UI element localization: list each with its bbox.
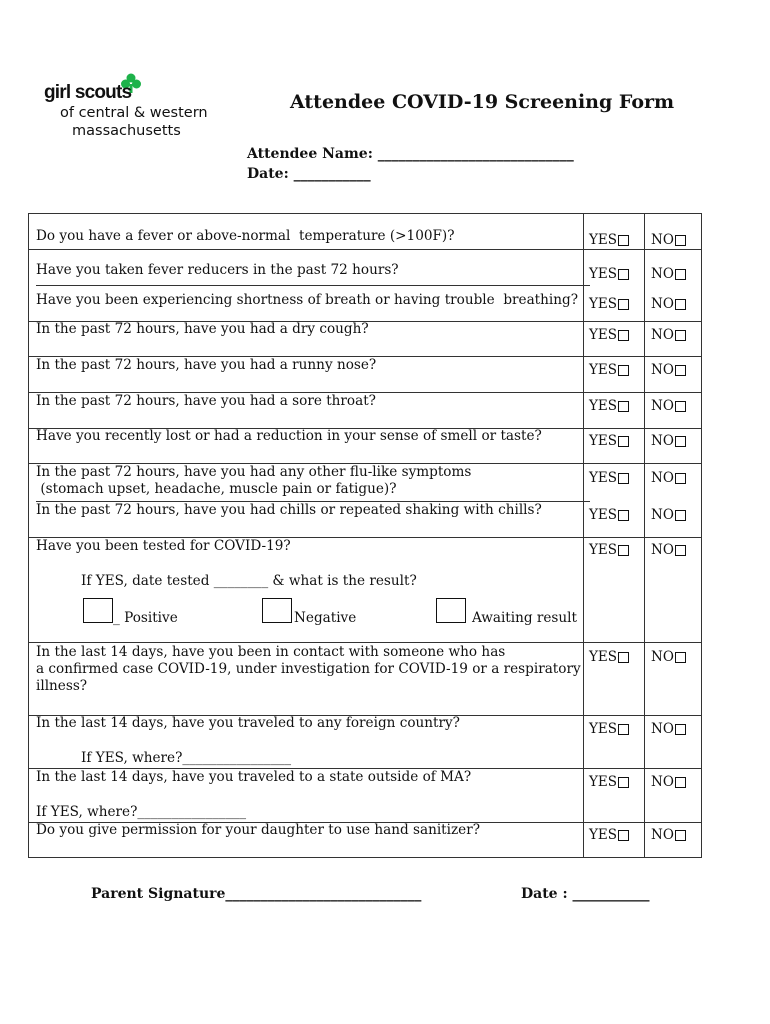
question-text: In the past 72 hours, have you had a sore throat? [36,393,376,409]
yes-option[interactable]: YES [589,362,629,378]
row-divider [29,249,701,250]
question-text: Have you been experiencing shortness of breath or having trouble breathing? [36,292,578,308]
yes-option[interactable]: YES [589,649,629,665]
yes-option[interactable]: YES [589,507,629,523]
no-option[interactable]: NO [651,721,686,737]
no-option[interactable]: NO [651,327,686,343]
yes-checkbox[interactable] [618,510,629,521]
question-text: In the last 14 days, have you traveled to a state outside of MA? [36,769,472,785]
yes-option[interactable]: YES [589,721,629,737]
no-option[interactable]: NO [651,232,686,248]
column-divider [644,214,645,857]
yes-option[interactable]: YES [589,433,629,449]
no-option[interactable]: NO [651,470,686,486]
yes-checkbox[interactable] [618,777,629,788]
question-text: In the last 14 days, have you been in contact with someone who has a confirmed case COVID-19, under investigation for COVID-19 or a respiratory illness? [36,644,581,694]
state-where[interactable]: If YES, where?________________ [36,804,247,820]
question-text: Do you have a fever or above-normal temperature (>100F)? [36,228,455,244]
logo-brand: girl scouts [44,82,132,103]
question-text: Have you recently lost or had a reduction in your sense of smell or taste? [36,428,542,444]
parent-signature-field[interactable]: Parent Signature____________________________ [91,886,422,902]
question-text: Have you taken fever reducers in the past 72 hours? [36,262,399,278]
question-text: Do you give permission for your daughter to use hand sanitizer? [36,822,480,838]
yes-option[interactable]: YES [589,470,629,486]
awaiting-result-checkbox[interactable] [436,598,466,623]
positive-checkbox[interactable] [83,598,113,623]
no-option[interactable]: NO [651,542,686,558]
yes-option[interactable]: YES [589,827,629,843]
no-option[interactable]: NO [651,398,686,414]
question-text: In the past 72 hours, have you had chills or repeated shaking with chills? [36,502,542,518]
attendee-name-field[interactable]: Attendee Name: ____________________________ [247,146,574,162]
row-divider [29,642,701,643]
yes-checkbox[interactable] [618,436,629,447]
yes-option[interactable]: YES [589,542,629,558]
yes-checkbox[interactable] [618,830,629,841]
yes-checkbox[interactable] [618,269,629,280]
question-text: Have you been tested for COVID-19? [36,538,291,554]
awaiting-result-label: Awaiting result [472,610,577,626]
no-checkbox[interactable] [675,401,686,412]
no-option[interactable]: NO [651,296,686,312]
no-checkbox[interactable] [675,545,686,556]
no-checkbox[interactable] [675,724,686,735]
yes-checkbox[interactable] [618,724,629,735]
no-checkbox[interactable] [675,830,686,841]
yes-option[interactable]: YES [589,398,629,414]
yes-checkbox[interactable] [618,401,629,412]
date-field[interactable]: Date: ___________ [247,166,371,182]
no-option[interactable]: NO [651,507,686,523]
question-text: In the past 72 hours, have you had any other flu-like symptoms (stomach upset, headache, muscle pain or fatigue)? [36,464,472,497]
no-checkbox[interactable] [675,436,686,447]
yes-option[interactable]: YES [589,327,629,343]
no-option[interactable]: NO [651,827,686,843]
no-checkbox[interactable] [675,365,686,376]
yes-checkbox[interactable] [618,473,629,484]
positive-label: _ Positive [113,610,178,626]
yes-checkbox[interactable] [618,299,629,310]
yes-checkbox[interactable] [618,652,629,663]
no-checkbox[interactable] [675,330,686,341]
no-option[interactable]: NO [651,774,686,790]
question-text: In the past 72 hours, have you had a dry cough? [36,321,369,337]
column-divider [583,214,584,857]
yes-checkbox[interactable] [618,545,629,556]
yes-checkbox[interactable] [618,330,629,341]
negative-checkbox[interactable] [262,598,292,623]
row-divider [36,285,590,286]
yes-option[interactable]: YES [589,232,629,248]
no-checkbox[interactable] [675,777,686,788]
question-text: In the past 72 hours, have you had a runny nose? [36,357,377,373]
yes-option[interactable]: YES [589,774,629,790]
yes-checkbox[interactable] [618,365,629,376]
date-tested-prompt: If YES, date tested ________ & what is the result? [81,573,417,589]
no-checkbox[interactable] [675,652,686,663]
logo-line-2: massachusetts [72,123,181,139]
no-option[interactable]: NO [651,649,686,665]
no-option[interactable]: NO [651,362,686,378]
logo-line-1: of central & western [60,105,208,121]
foreign-country-where[interactable]: If YES, where?________________ [81,750,292,766]
no-option[interactable]: NO [651,433,686,449]
no-checkbox[interactable] [675,235,686,246]
no-checkbox[interactable] [675,299,686,310]
no-checkbox[interactable] [675,269,686,280]
page-title: Attendee COVID-19 Screening Form [290,91,675,113]
no-checkbox[interactable] [675,510,686,521]
no-checkbox[interactable] [675,473,686,484]
signature-date-field[interactable]: Date : ___________ [521,886,650,902]
negative-label: Negative [294,610,357,626]
girl-scouts-logo [44,72,244,142]
yes-option[interactable]: YES [589,266,629,282]
question-text: In the last 14 days, have you traveled to any foreign country? [36,715,460,731]
no-option[interactable]: NO [651,266,686,282]
screening-table [28,213,702,858]
yes-checkbox[interactable] [618,235,629,246]
yes-option[interactable]: YES [589,296,629,312]
